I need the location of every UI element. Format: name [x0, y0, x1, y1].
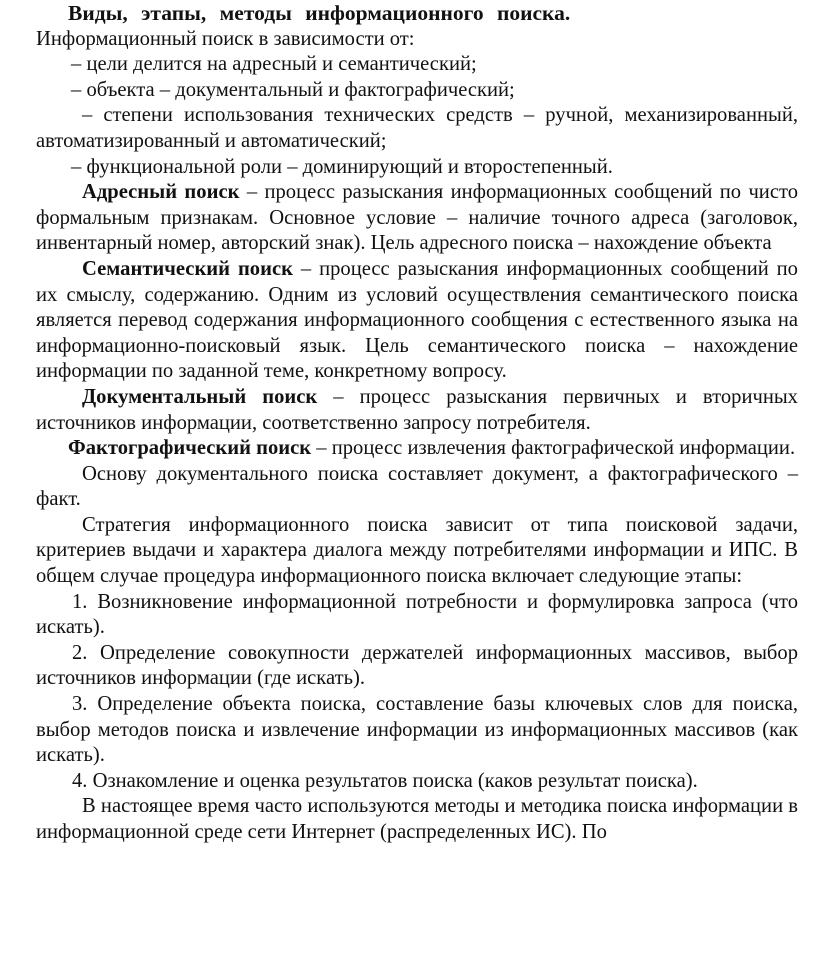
term-fact-search: Фактографический поиск	[68, 437, 312, 460]
definition-address-text: – процесс разыскания информационных сообщений по чисто формальным признакам. Основное условие – наличие точного адреса (заголовок, инвентарный номер, авторский знак). Цель адресного поиска – нахождение объекта	[36, 181, 798, 255]
definition-semantic-text: – процесс разыскания информационных сообщений по их смыслу, содержанию. Одним из условий осуществления семантического поиска является перевод содержания информационного сообщения с естественного языка на информационно-поисковый язык. Цель семантического поиска – нахождение информации по заданной теме, конкретному вопросу.	[36, 257, 798, 383]
definition-document-search	[36, 385, 798, 436]
definition-fact-search	[36, 436, 798, 462]
definition-fact-text: – процесс извлечения фактографической информации.	[311, 437, 796, 460]
page-title	[36, 1, 798, 27]
definition-address-search	[36, 180, 798, 257]
page-title-period: .	[564, 1, 571, 25]
strategy-paragraph: Стратегия информационного поиска зависит от типа поисковой задачи, критериев выдачи и характера диалога между потребителями информации и ИПС. В общем случае процедура информационного поиска включает следующие этапы:	[36, 513, 798, 588]
page-title-text: Виды, этапы, методы информационного поиска	[68, 1, 565, 25]
step-item-4: 4. Ознакомление и оценка результатов поиска (каков результат поиска).	[72, 769, 698, 792]
heading-row	[36, 1, 798, 27]
basis-paragraph: Основу документального поиска составляет документ, а фактографического – факт.	[36, 462, 798, 511]
step-item-3: 3. Определение объекта поиска, составление базы ключевых слов для поиска, выбор методов поиска и извлечение информации из информационных массивов (как искать).	[36, 693, 798, 767]
criteria-item-function: – функциональной роли – доминирующий и второстепенный.	[71, 155, 613, 178]
definition-semantic-search	[36, 257, 798, 385]
criteria-item-object: – объекта – документальный и фактографический;	[71, 78, 515, 101]
definition-document-text: – процесс разыскания первичных и вторичных источников информации, соответственно запросу потребителя.	[36, 385, 798, 434]
term-address-search: Адресный поиск	[82, 181, 240, 204]
intro-line: Информационный поиск в зависимости от:	[36, 27, 415, 50]
step-item-1: 1. Возникновение информационной потребности и формулировка запроса (что искать).	[36, 590, 798, 639]
criteria-item-technical: – степени использования технических средств – ручной, механизированный, автоматизированный и автоматический;	[36, 104, 798, 152]
term-semantic-search: Семантический поиск	[82, 257, 293, 280]
closing-paragraph: В настоящее время часто используются методы и методика поиска информации в информационной среде сети Интернет (распределенных ИС). По	[36, 795, 798, 843]
term-document-search: Документальный поиск	[82, 385, 318, 408]
step-item-2: 2. Определение совокупности держателей информационных массивов, выбор источников информации (где искать).	[36, 641, 798, 690]
criteria-item-goal: – цели делится на адресный и семантический;	[71, 53, 477, 76]
